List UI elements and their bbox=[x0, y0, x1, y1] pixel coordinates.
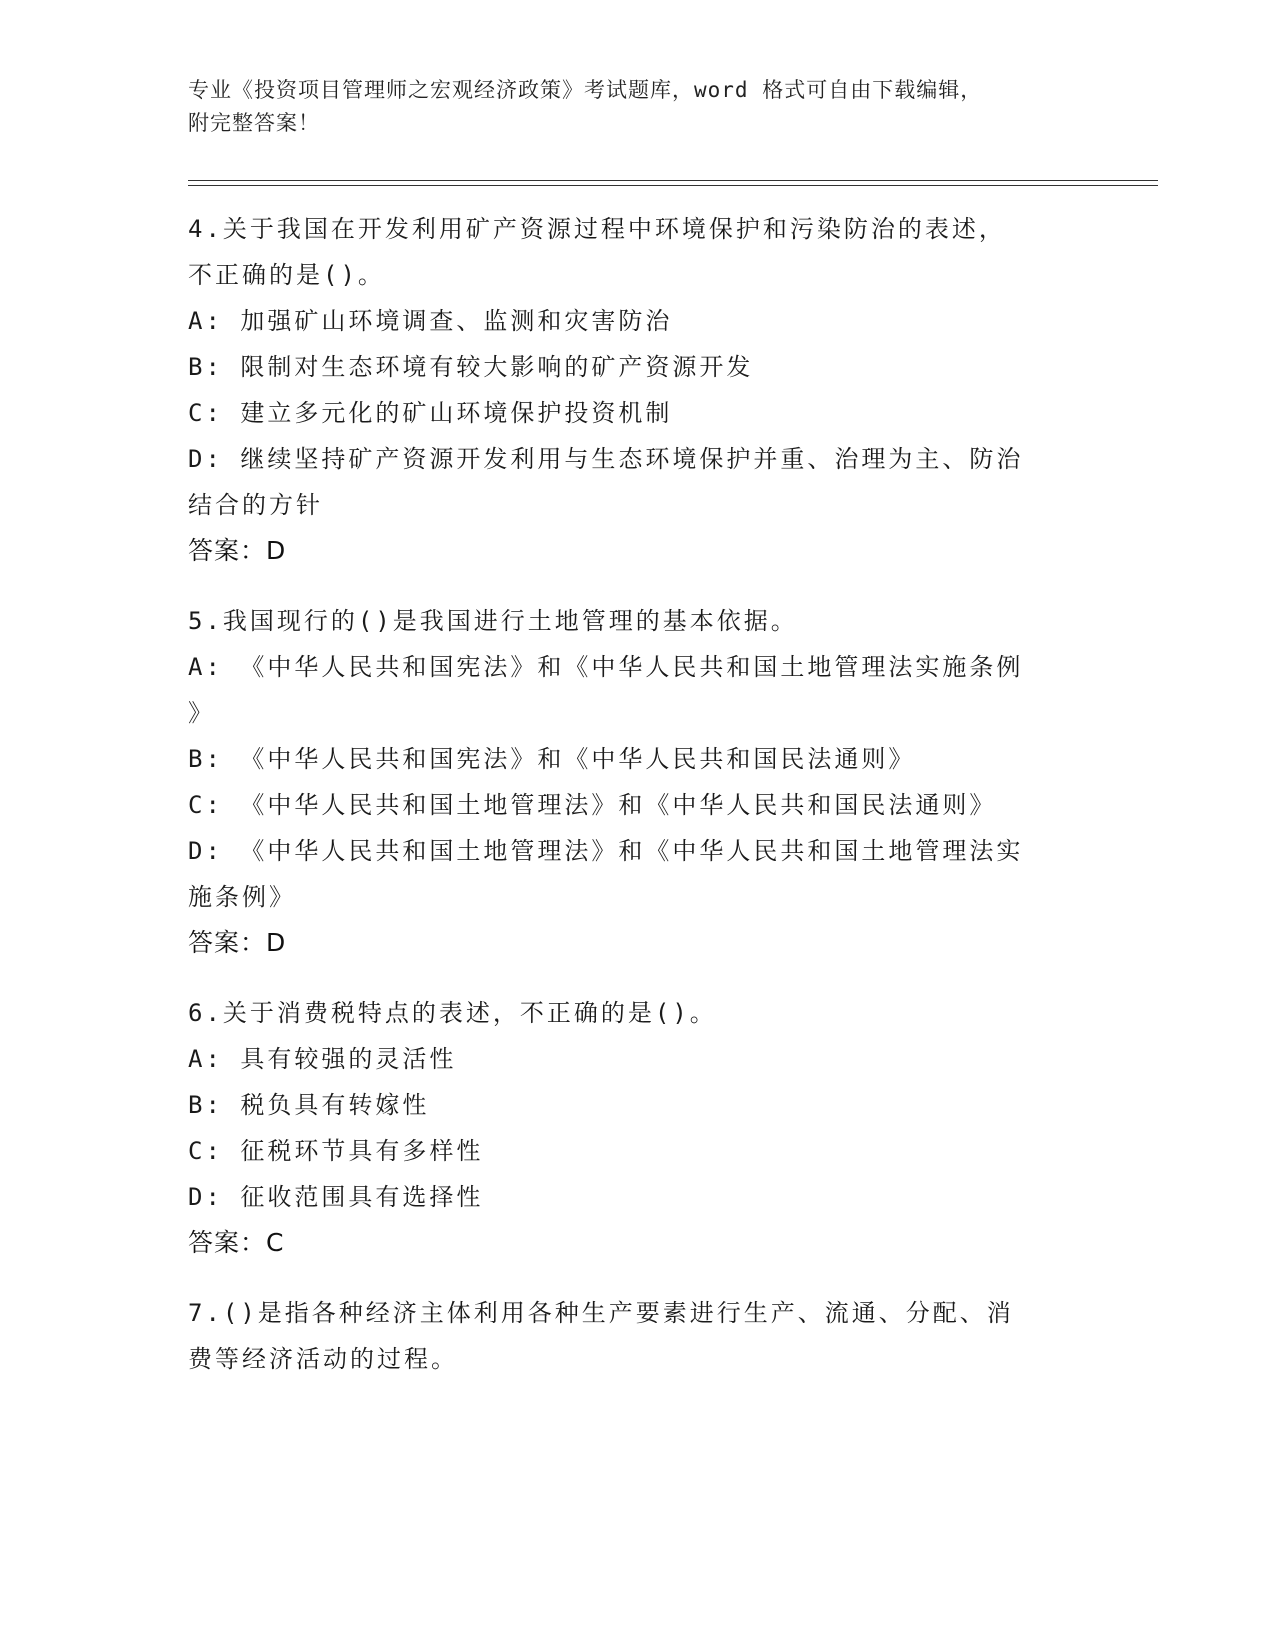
question-stem: 不正确的是()。 bbox=[188, 261, 385, 289]
question-option: B: 税负具有转嫁性 bbox=[188, 1091, 430, 1119]
question-option: C: 建立多元化的矿山环境保护投资机制 bbox=[188, 399, 673, 427]
question-option: 施条例》 bbox=[188, 883, 296, 911]
question-option: A: 具有较强的灵活性 bbox=[188, 1045, 457, 1073]
question-stem: 4.关于我国在开发利用矿产资源过程中环境保护和污染防治的表述， bbox=[188, 215, 1006, 243]
question-option: 结合的方针 bbox=[188, 491, 323, 519]
question-option: A: 《中华人民共和国宪法》和《中华人民共和国土地管理法实施条例 bbox=[188, 653, 1024, 681]
question-answer: 答案：C bbox=[188, 1228, 285, 1257]
question-stem: 7.()是指各种经济主体利用各种生产要素进行生产、流通、分配、消 bbox=[188, 1299, 1014, 1327]
question-stem: 5.我国现行的()是我国进行土地管理的基本依据。 bbox=[188, 607, 798, 635]
header-line-2: 附完整答案！ bbox=[188, 111, 320, 135]
question-block bbox=[188, 990, 1088, 1266]
question-option: D: 继续坚持矿产资源开发利用与生态环境保护并重、治理为主、防治 bbox=[188, 445, 1024, 473]
header-line-1: 专业《投资项目管理师之宏观经济政策》考试题库，word 格式可自由下载编辑， bbox=[188, 78, 983, 102]
question-option: B: 限制对生态环境有较大影响的矿产资源开发 bbox=[188, 353, 754, 381]
question-stem: 费等经济活动的过程。 bbox=[188, 1345, 458, 1373]
question-stem: 6.关于消费税特点的表述，不正确的是()。 bbox=[188, 999, 717, 1027]
document-header bbox=[188, 74, 1088, 140]
question-option: 》 bbox=[188, 699, 215, 727]
question-option: D: 征收范围具有选择性 bbox=[188, 1183, 484, 1211]
question-option: C: 征税环节具有多样性 bbox=[188, 1137, 484, 1165]
question-option: C: 《中华人民共和国土地管理法》和《中华人民共和国民法通则》 bbox=[188, 791, 997, 819]
question-option: A: 加强矿山环境调查、监测和灾害防治 bbox=[188, 307, 673, 335]
question-block bbox=[188, 206, 1088, 574]
question-list bbox=[188, 206, 1088, 1406]
question-block bbox=[188, 1290, 1088, 1382]
question-block bbox=[188, 598, 1088, 966]
question-option: B: 《中华人民共和国宪法》和《中华人民共和国民法通则》 bbox=[188, 745, 916, 773]
question-answer: 答案：D bbox=[188, 536, 287, 565]
header-divider-top bbox=[188, 180, 1158, 181]
header-divider-bottom bbox=[188, 185, 1158, 186]
question-answer: 答案：D bbox=[188, 928, 287, 957]
question-option: D: 《中华人民共和国土地管理法》和《中华人民共和国土地管理法实 bbox=[188, 837, 1024, 865]
